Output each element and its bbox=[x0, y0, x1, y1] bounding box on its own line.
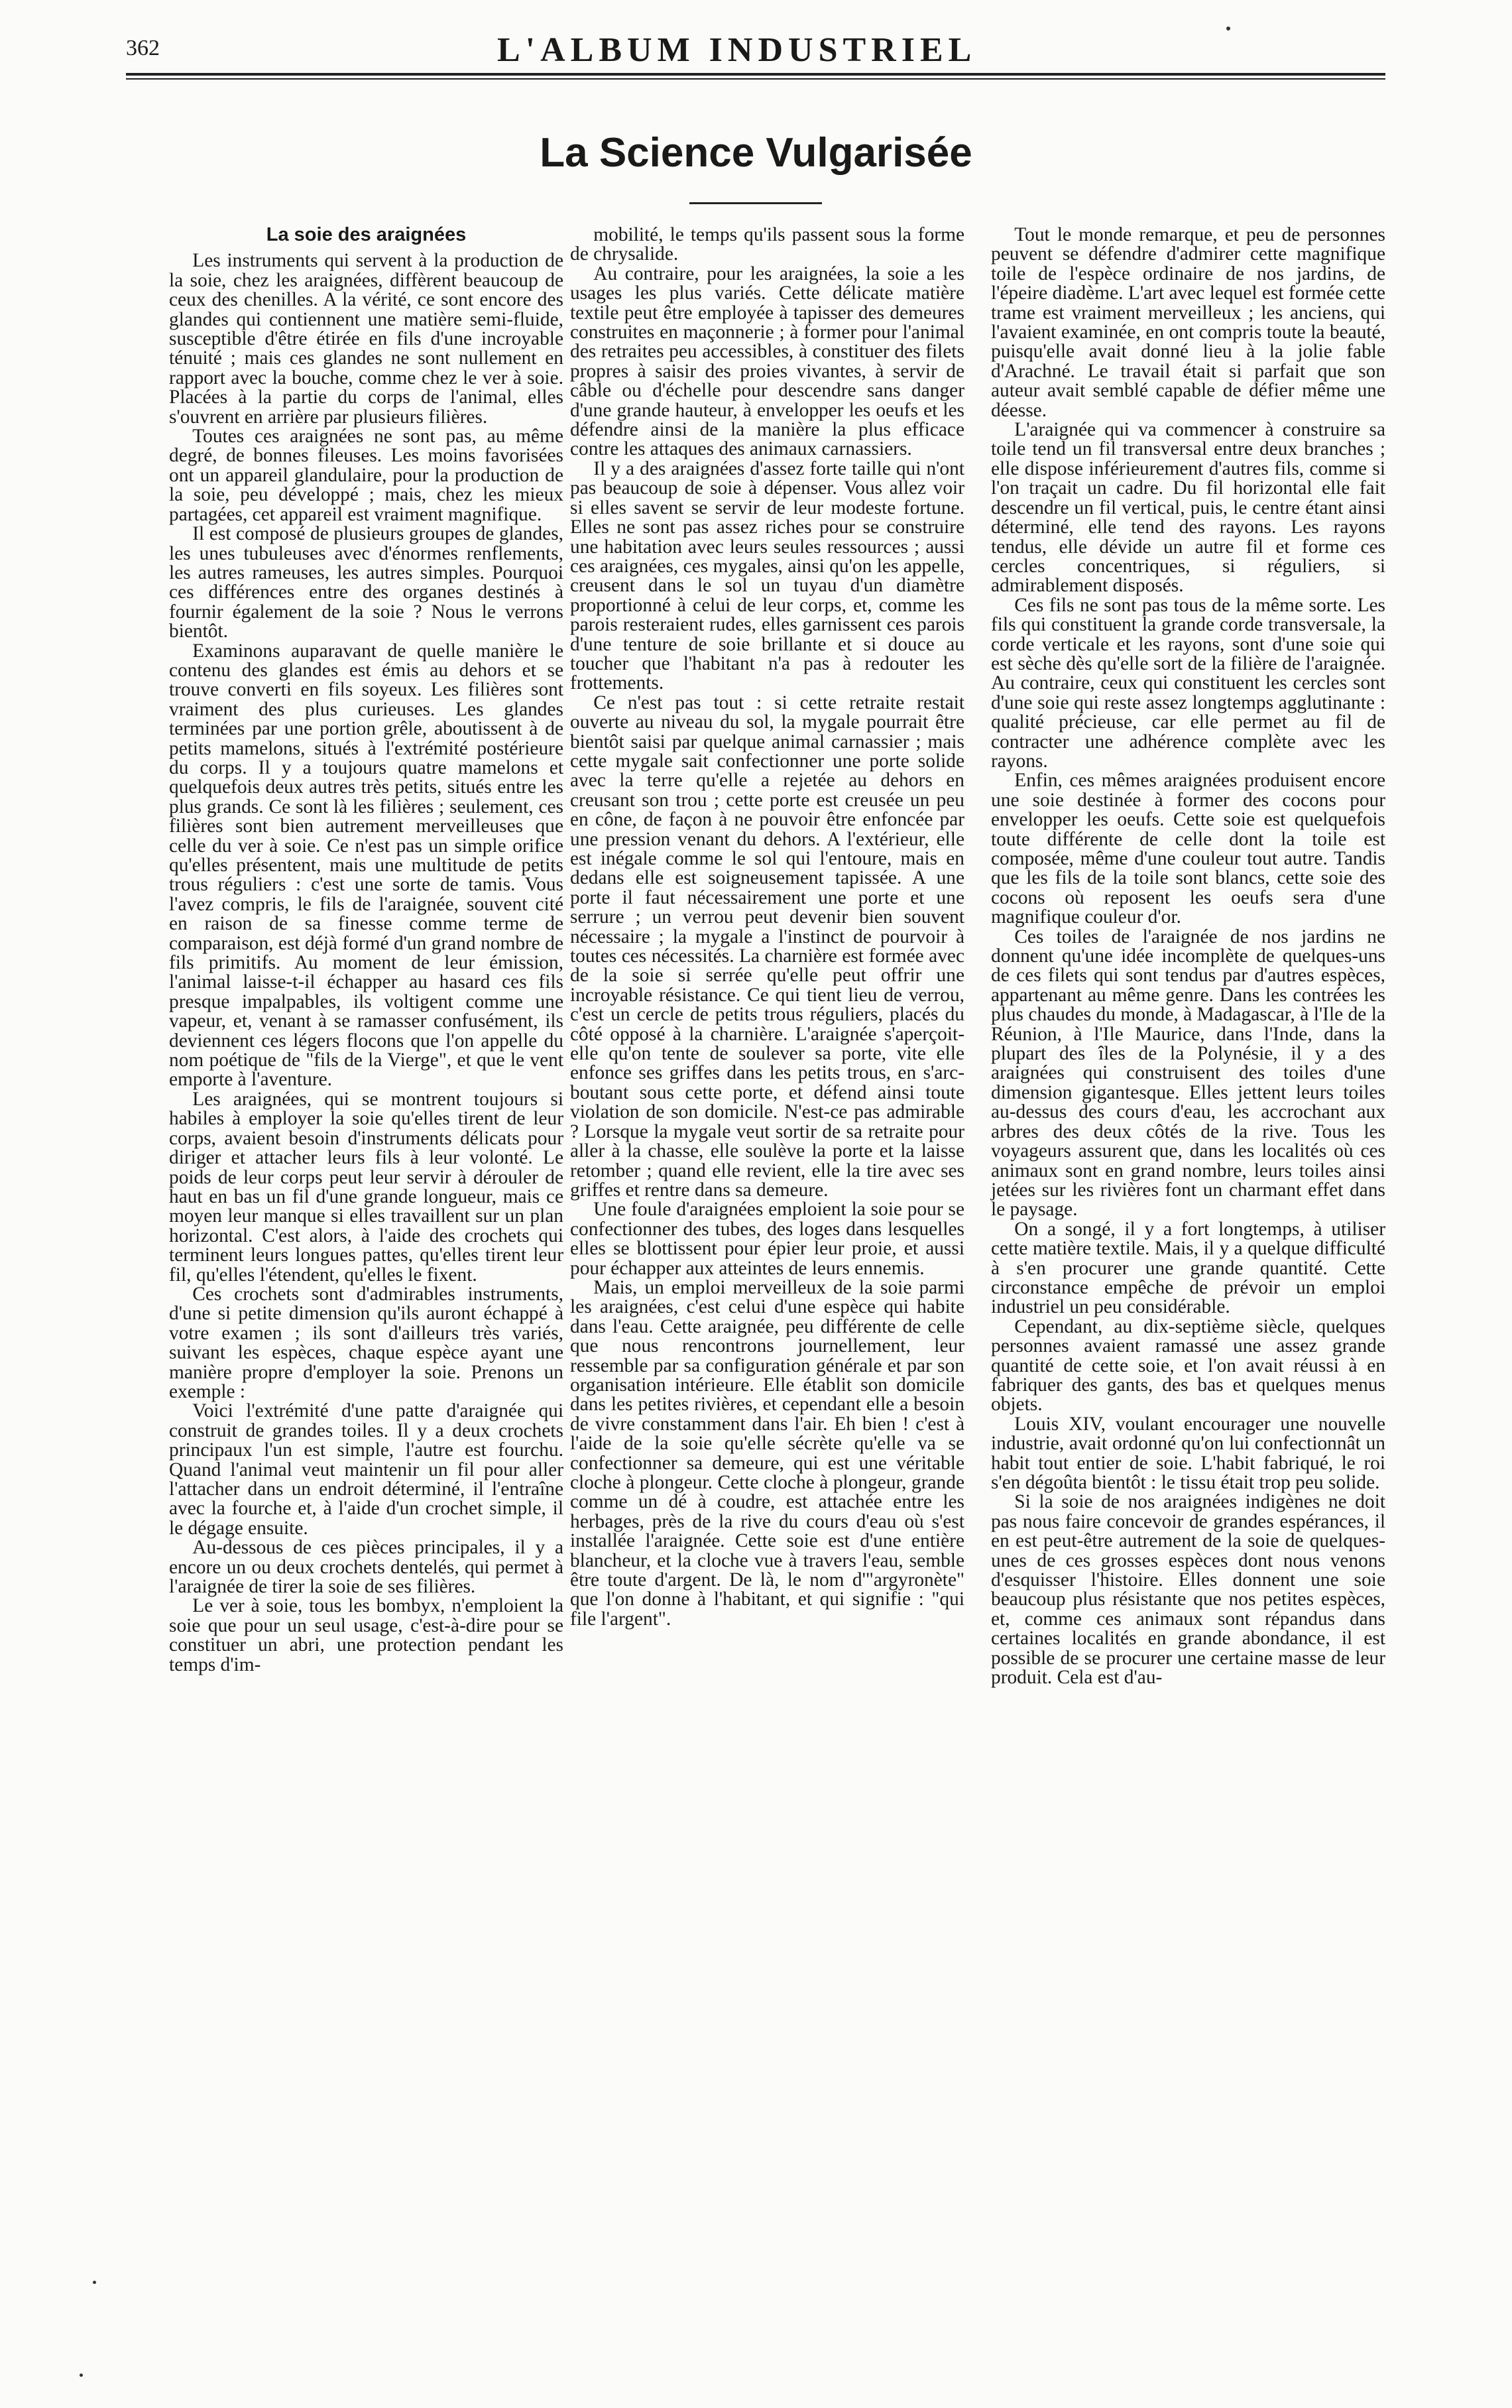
paragraph: L'araignée qui va commencer à construire sa toile tend un fil transversal entre deux branches ; elle dispose inférieurement d'autres fils, comme si l'on traçait un cadre. Du fil horizontal elle fait descendre un fil vertical, puis, le centre étant ainsi déterminé, elle tend des rayons. Les rayons tendus, elle dévide un autre fil et forme ces cercles concentriques, si réguliers, si admirablement disposés. bbox=[991, 419, 1385, 597]
paragraph: Si la soie de nos araignées indigènes ne doit pas nous faire concevoir de grandes espérances, il en est peut-être autrement de la soie de quelques-unes de ces grosses espèces dont nous venons d'esquisser l'histoire. Elles donnent une soie beaucoup plus résistante que nos petites espèces, et, comme ces animaux sont répandus dans certaines localités en grande abondance, il est possible de se procurer une certaine masse de leur produit. Cela est d'au- bbox=[991, 1491, 1385, 1689]
paragraph: Les araignées, qui se montrent toujours si habiles à employer la soie qu'elles tirent de leur corps, avaient besoin d'instruments délicats pour diriger et attacher leurs fils à leur volonté. Le poids de leur corps peut leur servir à dérouler de haut en bas un fil d'une grande longueur, mais ce moyen leur manque si elles travaillent sur un plan horizontal. C'est alors, à l'aide des crochets qui terminent leurs longues pattes, qu'elles tirent leur fil, qu'elles l'étendent, qu'elles le fixent. bbox=[169, 1088, 563, 1286]
text-column-3 bbox=[991, 225, 1385, 1687]
paragraph: Au-dessous de ces pièces principales, il y a encore un ou deux crochets dentelés, qui permet à l'araignée de tirer la soie de ses filières. bbox=[169, 1537, 563, 1598]
title-underline bbox=[689, 202, 822, 204]
paragraph: Enfin, ces mêmes araignées produisent encore une soie destinée à former des cocons pour envelopper les oeufs. Cette soie est quelquefois toute différente de celle dont la toile est composée, même d'une couleur tout autre. Tandis que les fils de la toile sont blancs, cette soie des cocons où reposent les oeufs sera d'une magnifique couleur d'or. bbox=[991, 770, 1385, 928]
paragraph: Ces toiles de l'araignée de nos jardins ne donnent qu'une idée incomplète de quelques-uns de ces filets qui sont tendus par d'autres espèces, appartenant au même genre. Dans les contrées les plus chaudes du monde, à Madagascar, à l'Ile de la Réunion, à l'Ile Maurice, dans l'Inde, dans la plupart des îles de la Polynésie, il y a des araignées qui construisent des toiles d'une dimension gigantesque. Elles jettent leurs toiles au-dessus des cours d'eau, les accrochant aux arbres des deux côtés de la rive. Tous les voyageurs assurent que, dans les localités où ces animaux sont en grand nombre, leurs toiles ainsi jetées sur les rivières font un charmant effet dans le paysage. bbox=[991, 926, 1385, 1221]
header-rule bbox=[126, 73, 1385, 76]
paragraph: Une foule d'araignées emploient la soie pour se confectionner des tubes, des loges dans lesquelles elles se blottissent pour épier leur proie, et aussi pour échapper aux atteintes de leurs ennemis. bbox=[570, 1199, 964, 1279]
paragraph: Il est composé de plusieurs groupes de glandes, les unes tubuleuses avec d'énormes renflements, les autres rameuses, les autres simples. Pourquoi ces différences entre des organes destinés à fournir également de la soie ? Nous le verrons bientôt. bbox=[169, 523, 563, 642]
column-1-paragraphs bbox=[169, 251, 563, 1675]
header-rule-thin bbox=[126, 78, 1385, 80]
paragraph: Toutes ces araignées ne sont pas, au même degré, de bonnes fileuses. Les moins favorisées ont un appareil glandulaire, pour la production de la soie, peu développé ; mais, chez les mieux partagées, cet appareil est vraiment magnifique. bbox=[169, 426, 563, 525]
paragraph: Les instruments qui servent à la production de la soie, chez les araignées, diffèrent beaucoup de ceux des chenilles. A la vérité, ce sont encore des glandes qui contiennent une matière semi-fluide, susceptible d'être étirée en fils d'une incroyable ténuité ; mais ces glandes ne sont nullement en rapport avec la bouche, comme chez le ver à soie. Placées à la partie du corps de l'animal, elles s'ouvrent en arrière par plusieurs filières. bbox=[169, 250, 563, 428]
text-column-2 bbox=[570, 225, 964, 1629]
paragraph: Tout le monde remarque, et peu de personnes peuvent se défendre d'admirer cette magnifique toile de l'espèce ordinaire de nos jardins, de l'épeire diadème. L'art avec lequel est formée cette trame est vraiment merveilleux ; les anciens, qui l'avaient examinée, en ont compris toute la beauté, puisqu'elle avait donné lieu à la jolie fable d'Arachné. Le travail était si parfait que son auteur avait semblé capable de défier même une déesse. bbox=[991, 224, 1385, 421]
paragraph: Ces crochets sont d'admirables instruments, d'une si petite dimension qu'ils auront échappé à votre examen ; ils sont d'ailleurs très variés, suivant les espèces, chaque espèce ayant une manière propre d'employer la soie. Prenons un exemple : bbox=[169, 1283, 563, 1402]
paragraph: Ces fils ne sont pas tous de la même sorte. Les fils qui constituent la grande corde transversale, la corde verticale et les rayons, sont d'une soie qui est sèche dès qu'elle sort de la filière de l'araignée. Au contraire, ceux qui constituent les cercles sont d'une soie qui reste assez longtemps agglutinante : qualité précieuse, car elle permet au fil de contracter une adhérence complète avec les rayons. bbox=[991, 594, 1385, 772]
column-2-paragraphs bbox=[570, 225, 964, 1629]
section-title: La Science Vulgarisée bbox=[540, 130, 972, 176]
ink-speck bbox=[1226, 27, 1230, 30]
running-title: L'ALBUM INDUSTRIEL bbox=[497, 31, 977, 69]
paragraph: Ce n'est pas tout : si cette retraite restait ouverte au niveau du sol, la mygale pourrait être bientôt saisi par quelque animal carnassier ; mais cette mygale sait confectionner une porte solide avec la terre qu'elle a rejetée au dehors en creusant son trou ; cette porte est creusée un peu en cône, de façon à ne pouvoir être enfoncée par une pression venant du dehors. A l'extérieur, elle est inégale comme le sol qui l'entoure, mais en dedans elle est soigneusement tapissée. A une porte il faut nécessairement une porte et une serrure ; un verrou peut devenir bien souvent nécessaire ; la mygale a l'instinct de pourvoir à toutes ces nécessités. La charnière est formée avec de la soie si serrée qu'elle peut offrir une incroyable résistance. Ce qui tient lieu de verrou, c'est un cercle de petits trous réguliers, placés du côté opposé à la charnière. L'araignée s'aperçoit-elle qu'on tente de soulever sa porte, vite elle enfonce ses griffes dans les petits trous, en s'arc-boutant sous cette porte, et défend ainsi toute violation de son domicile. N'est-ce pas admirable ? Lorsque la mygale veut sortir de sa retraite pour aller à la chasse, elle soulève la porte et la laisse retomber ; quand elle revient, elle la tire avec ses griffes et rentre dans sa demeure. bbox=[570, 692, 964, 1201]
paragraph: Le ver à soie, tous les bombyx, n'emploient la soie que pour un seul usage, c'est-à-dire pour se constituer un abri, une protection pendant les temps d'im- bbox=[169, 1595, 563, 1675]
page-header bbox=[126, 27, 1385, 80]
ink-speck bbox=[80, 2374, 83, 2377]
ink-speck bbox=[93, 2281, 96, 2284]
paragraph: On a songé, il y a fort longtemps, à utiliser cette matière textile. Mais, il y a quelque difficulté à s'en procurer une grande quantité. Cette circonstance empêche de prévoir un emploi industriel un peu considérable. bbox=[991, 1218, 1385, 1318]
paragraph: Il y a des araignées d'assez forte taille qui n'ont pas beaucoup de soie à dépenser. Vous allez voir si elles savent se servir de leur modeste fortune. Elles ne sont pas assez riches pour se construire une habitation avec leurs seules ressources ; aussi ces araignées, ces mygales, ainsi qu'on les appelle, creusent dans le sol un tuyau d'un diamètre proportionné à celui de leur corps, et, comme les parois resteraient rudes, elles garnissent ces parois d'une tenture de soie brillante et si douce au toucher que l'habitant n'a pas à redouter les frottements. bbox=[570, 457, 964, 694]
paragraph: Au contraire, pour les araignées, la soie a les usages les plus variés. Cette délicate matière textile peut être employée à tapisser des demeures construites en maçonnerie ; à former pour l'animal des retraites peu accessibles, à constituer des filets propres à saisir des proies vivantes, à servir de câble ou d'échelle pour descendre sans danger d'une grande hauteur, à envelopper les oeufs et les défendre ainsi de la manière la plus efficace contre les attaques des animaux carnassiers. bbox=[570, 263, 964, 460]
paragraph: Voici l'extrémité d'une patte d'araignée qui construit de grandes toiles. Il y a deux crochets principaux l'un est simple, l'autre est fourchu. Quand l'animal veut maintenir un fil pour aller l'attacher dans un endroit déterminé, il l'entraîne avec la fourche et, à l'aide d'un crochet simple, il le dégage ensuite. bbox=[169, 1400, 563, 1539]
paragraph: Examinons auparavant de quelle manière le contenu des glandes est émis au dehors et se trouve converti en fils soyeux. Les filières sont vraiment des plus curieuses. Les glandes terminées par une portion grêle, aboutissent à de petits mamelons, situés à l'extrémité postérieure du corps. Il y a toujours quatre mamelons et quelquefois deux autres très petits, situés entre les plus grands. Ce sont là les filières ; seulement, ces filières sont bien autrement merveilleuses que celle du ver à soie. Ce n'est pas un simple orifice qu'elles présentent, mais une multitude de petits trous réguliers : c'est une sorte de tamis. Vous l'avez compris, le fils de l'araignée, souvent cité en raison de sa finesse comme terme de comparaison, est déjà formé d'un grand nombre de fils primitifs. Au moment de leur émission, l'animal laisse-t-il échapper au hasard ces fils presque impalpables, ils voltigent comme une vapeur, et, venant à se ramasser confusément, ils deviennent ces légers flocons que l'on appelle du nom poétique de "fils de la Vierge", et que le vent emporte à l'aventure. bbox=[169, 640, 563, 1091]
article-subheading: La soie des araignées bbox=[266, 224, 467, 245]
paragraph: Louis XIV, voulant encourager une nouvelle industrie, avait ordonné qu'on lui confectionnât un habit tout entier de soie. L'habit fabriqué, le roi s'en dégoûta bientôt : le tissu était trop peu solide. bbox=[991, 1413, 1385, 1493]
paragraph: Mais, un emploi merveilleux de la soie parmi les araignées, c'est celui d'une espèce qui habite dans l'eau. Cette araignée, peu différente de celle que nous rencontrons journellement, leur ressemble par sa configuration générale et par son organisation intérieure. Elle établit son domicile dans les petites rivières, et cependant elle a besoin de vivre constamment dans l'air. Eh bien ! c'est à l'aide de la soie qu'elle sécrète qu'elle va se confectionner sa demeure, qui est une véritable cloche à plongeur. Cette cloche à plongeur, grande comme un dé à coudre, est attachée entre les herbages, près de la rive du cours d'eau où s'est installée l'araignée. Cette soie est d'une entière blancheur, et la cloche vue à travers l'eau, semble être toute d'argent. De là, le nom d'"argyronète" que l'on donne à l'habitant, et qui signifie : "qui file l'argent". bbox=[570, 1276, 964, 1630]
paragraph: Cependant, au dix-septième siècle, quelques personnes avaient ramassé une assez grande quantité de cette soie, et l'on avait réussi à en fabriquer des gants, des bas et quelques menus objets. bbox=[991, 1315, 1385, 1415]
text-column-1 bbox=[169, 225, 563, 1675]
paragraph: mobilité, le temps qu'ils passent sous la forme de chrysalide. bbox=[570, 224, 964, 265]
page-number: 362 bbox=[126, 36, 160, 60]
column-3-paragraphs bbox=[991, 225, 1385, 1687]
